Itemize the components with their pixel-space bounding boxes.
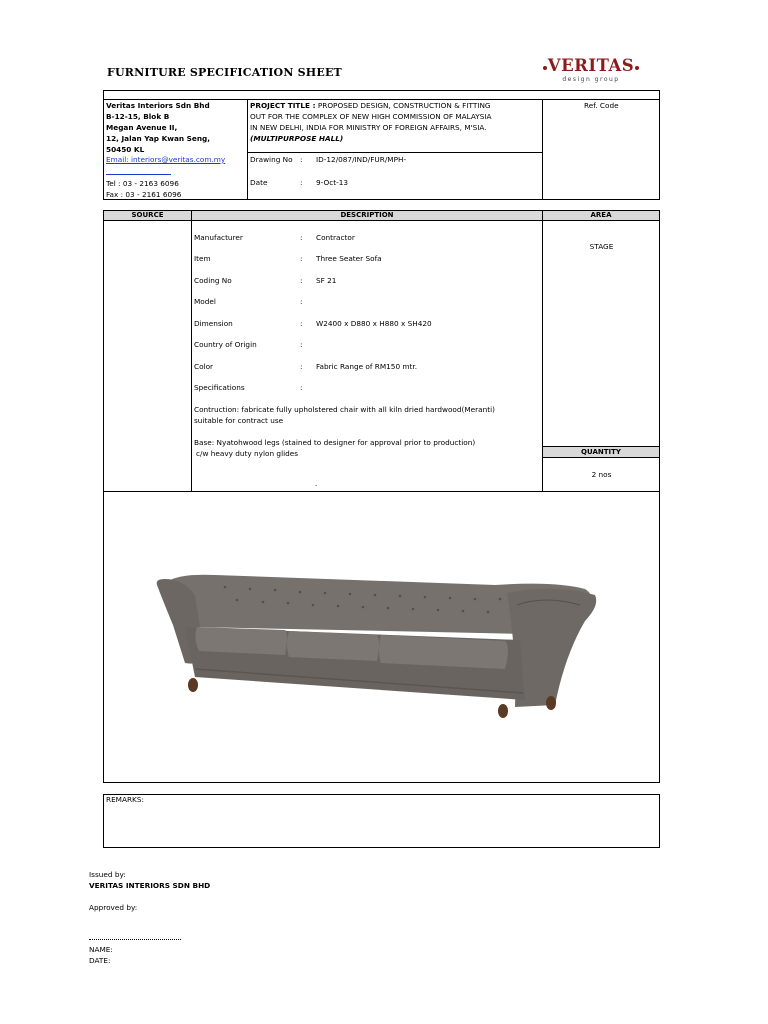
spec-label: Specifications xyxy=(194,383,245,392)
project-title-line-1 xyxy=(250,101,491,112)
project-title-line-3: IN NEW DELHI, INDIA FOR MINISTRY OF FOREIGN AFFAIRS, M'SIA. xyxy=(250,123,487,132)
company-address-1: B-12-15, Blok B xyxy=(106,112,170,121)
description-header: DESCRIPTION xyxy=(192,211,542,220)
area-value: STAGE xyxy=(589,242,614,251)
project-title-label: PROJECT TITLE : xyxy=(250,101,316,110)
spec-value: Fabric Range of RM150 mtr. xyxy=(316,362,418,371)
spec-label: Item xyxy=(194,254,211,263)
logo-wordmark: VERITAS xyxy=(547,56,635,75)
construction-line-1: Contruction: fabricate fully upholstered chair with all kiln dried hardwood(Meranti) xyxy=(194,405,495,414)
construction-line-2: suitable for contract use xyxy=(194,416,284,425)
company-address-2: Megan Avenue II, xyxy=(106,123,178,132)
company-email-link[interactable]: Email: interiors@veritas.com.my xyxy=(106,155,226,164)
spec-label: Color xyxy=(194,362,214,371)
date-colon: : xyxy=(300,178,303,187)
issued-by-company: VERITAS INTERIORS SDN BHD xyxy=(89,881,211,890)
trailing-mark: . xyxy=(315,479,318,488)
spec-value: SF 21 xyxy=(316,276,337,285)
project-title-line-4: (MULTIPURPOSE HALL) xyxy=(250,134,344,143)
quantity-header: QUANTITY xyxy=(543,447,659,457)
spec-value: W2400 x D880 x H880 x SH420 xyxy=(316,319,432,328)
name-label: NAME: xyxy=(89,945,113,954)
company-address-3: 12, Jalan Yap Kwan Seng, xyxy=(106,134,211,143)
spec-colon: : xyxy=(300,254,303,263)
page-title: FURNITURE SPECIFICATION SHEET xyxy=(107,66,342,79)
logo-tagline: design group xyxy=(562,76,620,83)
source-header: SOURCE xyxy=(104,211,191,220)
approved-by-label: Approved by: xyxy=(89,903,138,912)
spec-label: Model xyxy=(194,297,216,306)
project-title-line-2: OUT FOR THE COMPLEX OF NEW HIGH COMMISSION OF MALAYSIA xyxy=(250,112,492,121)
date-label: Date xyxy=(250,178,268,187)
spec-colon: : xyxy=(300,233,303,242)
remarks-box xyxy=(103,794,660,848)
drawing-no-colon: : xyxy=(300,155,303,164)
spec-label: Dimension xyxy=(194,319,233,328)
signature-line xyxy=(89,938,181,940)
company-name: Veritas Interiors Sdn Bhd xyxy=(106,101,210,110)
spec-label: Coding No xyxy=(194,276,232,285)
drawing-no-label: Drawing No xyxy=(250,155,293,164)
quantity-value: 2 nos xyxy=(591,470,612,479)
spec-colon: : xyxy=(300,362,303,371)
spec-label: Manufacturer xyxy=(194,233,243,242)
date-value: 9-Oct-13 xyxy=(316,178,349,187)
ref-code-label: Ref. Code xyxy=(584,101,619,110)
remarks-label: REMARKS: xyxy=(106,795,144,804)
base-line-2: c/w heavy duty nylon glides xyxy=(196,449,299,458)
company-address-4: 50450 KL xyxy=(106,145,145,154)
issued-by-label: Issued by: xyxy=(89,870,126,879)
company-tel: Tel : 03 - 2163 6096 xyxy=(106,179,179,188)
spec-colon: : xyxy=(300,297,303,306)
spec-colon: : xyxy=(300,276,303,285)
area-header: AREA xyxy=(543,211,659,220)
sofa-image xyxy=(155,565,600,725)
company-fax: Fax : 03 - 2161 6096 xyxy=(106,190,182,199)
veritas-logo xyxy=(541,56,641,88)
spec-colon: : xyxy=(300,319,303,328)
spec-colon: : xyxy=(300,383,303,392)
spec-label: Country of Origin xyxy=(194,340,257,349)
date-footer-label: DATE: xyxy=(89,956,111,965)
spec-value: Contractor xyxy=(316,233,355,242)
spec-value: Three Seater Sofa xyxy=(316,254,382,263)
base-line-1: Base: Nyatohwood legs (stained to designer for approval prior to production) xyxy=(194,438,476,447)
drawing-no-value: ID-12/087/IND/FUR/MPH- xyxy=(316,155,407,164)
project-title-text-1: PROPOSED DESIGN, CONSTRUCTION & FITTING xyxy=(317,101,491,110)
spec-colon: : xyxy=(300,340,303,349)
